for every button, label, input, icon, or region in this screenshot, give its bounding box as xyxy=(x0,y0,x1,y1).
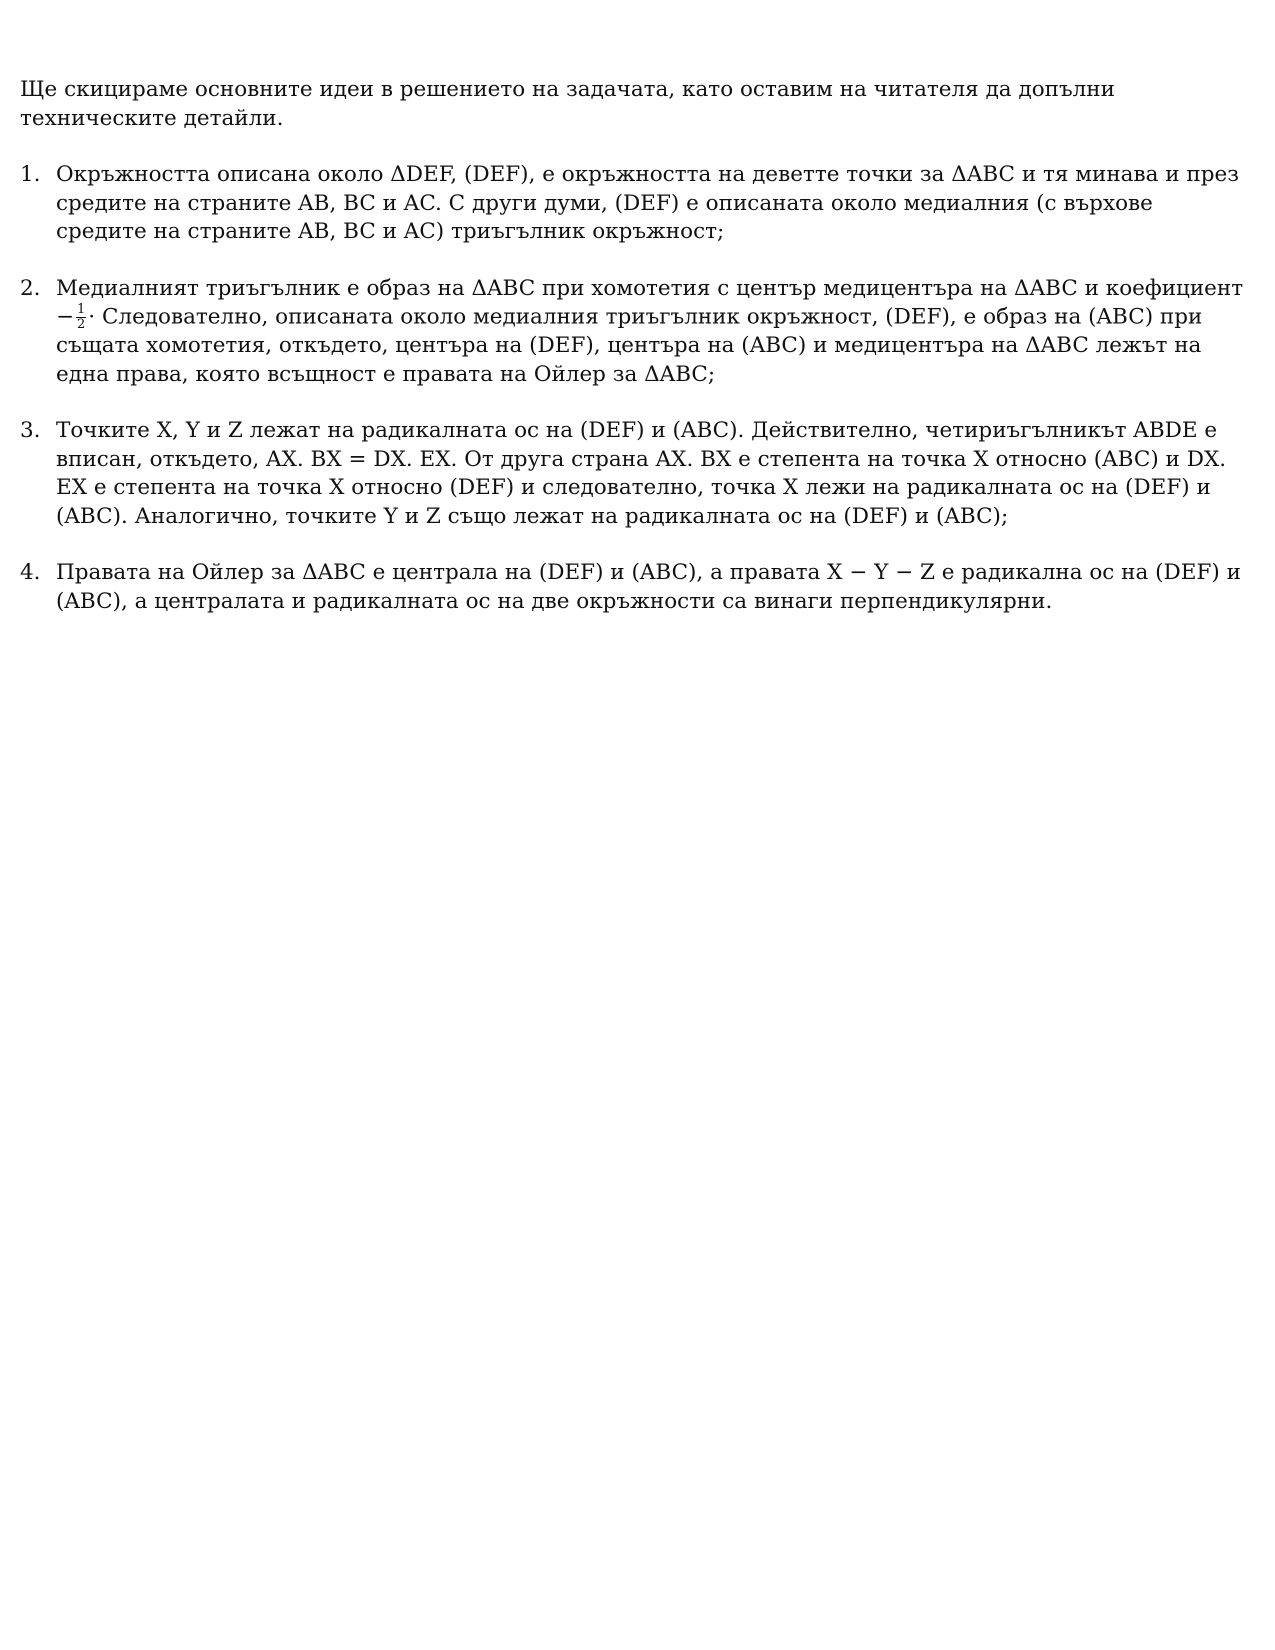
list-item-number: 3. xyxy=(20,418,41,443)
list-item-number: 1. xyxy=(20,162,41,187)
list-item-number: 4. xyxy=(20,560,41,585)
list-item-number: 2. xyxy=(20,275,41,301)
list-item xyxy=(20,275,1250,390)
document-page xyxy=(20,76,1250,644)
list-item-text: Медиалният триъгълник е образ на ΔABC при хомотетия с център медицентъра на ΔABC и коефициент − xyxy=(56,275,1244,330)
list-item-text: Окръжността описана около ΔDEF, (DEF), е окръжността на деветте точки за ΔABC и тя минава и през средите на страните AB, BC и AC. С други думи, (DEF) е описаната около медиалния (с върхове средите на страните AB, BC и AC) триъгълник окръжност; xyxy=(56,162,1239,244)
list-item xyxy=(20,161,1250,247)
fraction-numerator: 1 xyxy=(77,302,86,317)
fraction xyxy=(76,303,86,332)
fraction-denominator: 2 xyxy=(77,317,86,332)
list-item-text: Точките X, Y и Z лежат на радикалната ос на (DEF) и (ABC). Действително, четириъгълникът ABDE е вписан, откъдето, AX. BX = DX. EX. От друга страна AX. BX е степента на точка X относно (ABC) и DX. EX е степента на точка X относно (DEF) и следователно, точка X лежи на радикалната ос на (DEF) и (ABC). Аналогично, точките Y и Z също лежат на радикалната ос на (DEF) и (ABC); xyxy=(56,418,1227,529)
list-item-text-continued: · Следователно, описаната около медиалния триъгълник окръжност, (DEF), е образ на (ABC) при същата хомотетия, откъдето, центъра на (DEF), центъра на (ABC) и медицентъра на ΔABC лежът на една права, която всъщност е правата на Ойлер за ΔABC; xyxy=(56,304,1203,387)
list-item-text: Правата на Ойлер за ΔABC е централа на (DEF) и (ABC), а правата X − Y − Z е радикална ос на (DEF) и (ABC), а централата и радикалната ос на две окръжности са винаги перпендикулярни. xyxy=(56,560,1241,614)
list-item xyxy=(20,417,1250,531)
intro-paragraph: Ще скицираме основните идеи в решението на задачата, като оставим на читателя да допълни техническите детайли. xyxy=(20,77,1115,131)
solution-steps-list xyxy=(20,161,1250,616)
list-item xyxy=(20,559,1250,616)
